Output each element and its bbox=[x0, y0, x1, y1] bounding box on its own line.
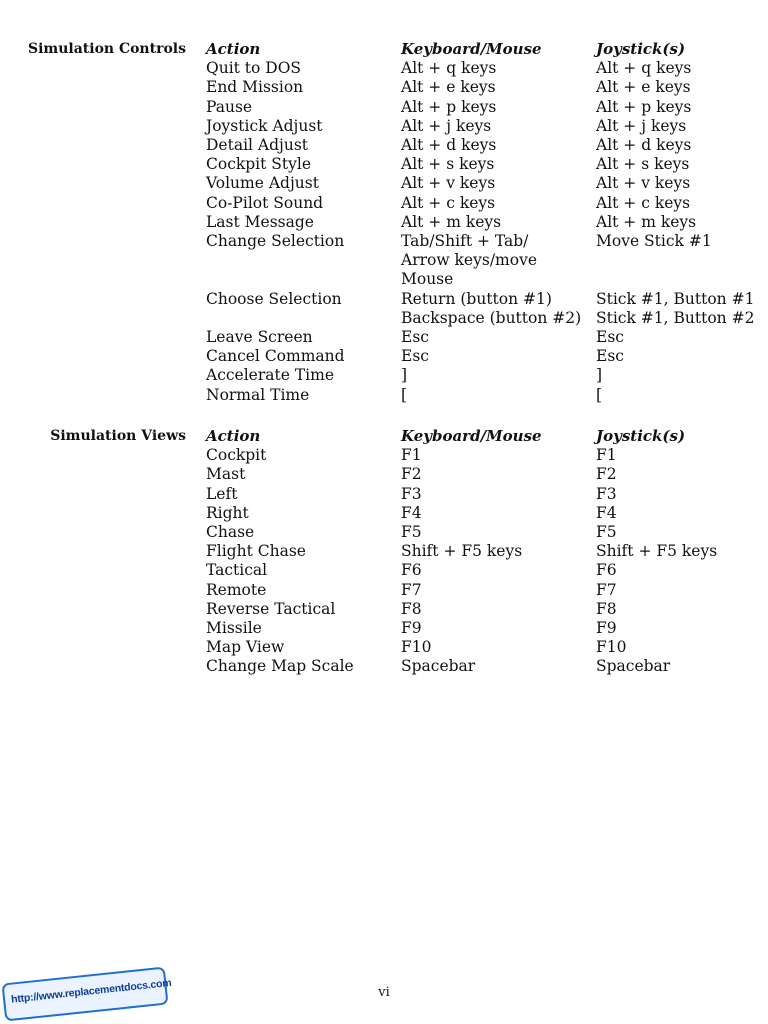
row-keyboard: Arrow keys/move bbox=[401, 251, 537, 270]
header-action: Action bbox=[206, 40, 261, 58]
table-row bbox=[206, 446, 766, 465]
row-keyboard: F7 bbox=[401, 580, 422, 599]
header-keyboard: Keyboard/Mouse bbox=[401, 427, 542, 445]
section-title: Simulation Views bbox=[50, 428, 186, 444]
header-keyboard: Keyboard/Mouse bbox=[401, 40, 542, 58]
row-joystick: F6 bbox=[596, 561, 617, 580]
row-action: Cancel Command bbox=[206, 347, 345, 366]
row-joystick: F1 bbox=[596, 446, 617, 465]
table-row bbox=[206, 638, 766, 657]
row-joystick: F5 bbox=[596, 523, 617, 541]
section-title: Simulation Controls bbox=[27, 41, 186, 57]
row-action: Detail Adjust bbox=[206, 136, 308, 154]
row-keyboard: Spacebar bbox=[401, 657, 476, 676]
row-joystick: Alt + j keys bbox=[596, 116, 687, 135]
header-joystick: Joystick(s) bbox=[596, 40, 686, 58]
table-row bbox=[206, 98, 766, 117]
header-action: Action bbox=[206, 427, 261, 445]
row-keyboard: Tab/Shift + Tab/ bbox=[401, 232, 529, 250]
table-row bbox=[206, 174, 766, 193]
row-action: Cockpit bbox=[206, 446, 267, 465]
row-joystick: F8 bbox=[596, 599, 617, 618]
row-action: Right bbox=[206, 503, 249, 522]
watermark-text: http://www.replacementdocs.com bbox=[10, 976, 173, 1006]
row-keyboard: F5 bbox=[401, 523, 422, 541]
row-joystick: ] bbox=[596, 366, 603, 385]
row-keyboard: Alt + s keys bbox=[401, 155, 495, 174]
table-row bbox=[206, 194, 766, 213]
row-keyboard: ] bbox=[401, 366, 408, 385]
row-keyboard: Esc bbox=[401, 347, 429, 366]
row-keyboard: Alt + p keys bbox=[401, 97, 497, 116]
row-joystick: F4 bbox=[596, 503, 617, 522]
table-row bbox=[206, 386, 766, 405]
table-row bbox=[206, 136, 766, 155]
table-row bbox=[206, 366, 766, 385]
row-keyboard: Esc bbox=[401, 328, 429, 346]
row-keyboard: Alt + v keys bbox=[401, 174, 496, 193]
row-keyboard: Mouse bbox=[401, 270, 454, 289]
table-header bbox=[206, 427, 766, 446]
row-joystick: F9 bbox=[596, 619, 617, 637]
row-action: Chase bbox=[206, 523, 255, 541]
row-action: Cockpit Style bbox=[206, 155, 312, 174]
row-keyboard: F3 bbox=[401, 484, 422, 503]
row-action: Mast bbox=[206, 465, 246, 484]
table-row bbox=[206, 78, 766, 97]
page-number: vi bbox=[378, 985, 390, 1000]
table-row bbox=[206, 347, 766, 366]
table-row bbox=[206, 619, 766, 638]
row-joystick: Alt + c keys bbox=[596, 193, 691, 212]
row-keyboard: Return (button #1) bbox=[401, 289, 552, 308]
header-joystick: Joystick(s) bbox=[596, 427, 686, 445]
table-row bbox=[206, 657, 766, 676]
row-joystick: F10 bbox=[596, 638, 627, 657]
row-action: Choose Selection bbox=[206, 289, 342, 308]
row-action: Volume Adjust bbox=[206, 174, 319, 193]
watermark-stamp bbox=[1, 967, 173, 1022]
row-action: Map View bbox=[206, 638, 285, 657]
table-row bbox=[206, 542, 766, 561]
table-row bbox=[206, 232, 766, 251]
row-action: End Mission bbox=[206, 78, 304, 97]
row-joystick: Esc bbox=[596, 347, 624, 366]
table-row bbox=[206, 251, 766, 270]
row-joystick: [ bbox=[596, 385, 603, 404]
row-joystick: Stick #1, Button #2 bbox=[596, 308, 755, 327]
row-action: Change Map Scale bbox=[206, 657, 354, 676]
table-header bbox=[206, 40, 766, 59]
row-action: Co-Pilot Sound bbox=[206, 193, 324, 212]
row-keyboard: Alt + e keys bbox=[401, 78, 496, 97]
row-joystick: Shift + F5 keys bbox=[596, 542, 718, 561]
row-keyboard: [ bbox=[401, 385, 408, 404]
row-joystick: Alt + q keys bbox=[596, 59, 692, 78]
row-keyboard: Backspace (button #2) bbox=[401, 308, 582, 327]
table-row bbox=[206, 600, 766, 619]
table-row bbox=[206, 155, 766, 174]
table-row bbox=[206, 213, 766, 232]
row-action: Change Selection bbox=[206, 232, 345, 250]
row-action: Flight Chase bbox=[206, 542, 306, 561]
row-joystick: F3 bbox=[596, 484, 617, 503]
row-action: Missile bbox=[206, 619, 262, 637]
row-joystick: Move Stick #1 bbox=[596, 232, 712, 250]
row-joystick: Stick #1, Button #1 bbox=[596, 289, 755, 308]
row-keyboard: F2 bbox=[401, 465, 422, 484]
table-row bbox=[206, 290, 766, 309]
row-joystick: Spacebar bbox=[596, 657, 671, 676]
row-joystick: Esc bbox=[596, 328, 624, 346]
row-action: Quit to DOS bbox=[206, 59, 302, 78]
row-keyboard: Shift + F5 keys bbox=[401, 542, 523, 561]
row-joystick: Alt + d keys bbox=[596, 136, 692, 154]
row-keyboard: F10 bbox=[401, 638, 432, 657]
table-row bbox=[206, 504, 766, 523]
table-row bbox=[206, 309, 766, 328]
row-joystick: Alt + e keys bbox=[596, 78, 691, 97]
row-action: Last Message bbox=[206, 212, 314, 231]
row-keyboard: F4 bbox=[401, 503, 422, 522]
row-action: Normal Time bbox=[206, 385, 310, 404]
row-joystick: Alt + m keys bbox=[596, 212, 697, 231]
row-keyboard: Alt + j keys bbox=[401, 116, 492, 135]
table-row bbox=[206, 561, 766, 580]
row-joystick: Alt + p keys bbox=[596, 97, 692, 116]
row-action: Accelerate Time bbox=[206, 366, 335, 385]
row-joystick: Alt + s keys bbox=[596, 155, 690, 174]
row-action: Remote bbox=[206, 580, 267, 599]
row-action: Leave Screen bbox=[206, 328, 313, 346]
row-action: Left bbox=[206, 484, 238, 503]
row-keyboard: Alt + c keys bbox=[401, 193, 496, 212]
row-keyboard: F6 bbox=[401, 561, 422, 580]
table-row bbox=[206, 581, 766, 600]
table-row bbox=[206, 59, 766, 78]
row-joystick: Alt + v keys bbox=[596, 174, 691, 193]
row-action: Tactical bbox=[206, 561, 268, 580]
row-action: Joystick Adjust bbox=[206, 116, 323, 135]
table-row bbox=[206, 117, 766, 136]
row-joystick: F2 bbox=[596, 465, 617, 484]
row-keyboard: F8 bbox=[401, 599, 422, 618]
row-keyboard: Alt + d keys bbox=[401, 136, 497, 154]
row-keyboard: F1 bbox=[401, 446, 422, 465]
row-joystick: F7 bbox=[596, 580, 617, 599]
table-row bbox=[206, 328, 766, 347]
row-keyboard: Alt + m keys bbox=[401, 212, 502, 231]
table-row bbox=[206, 465, 766, 484]
table-row bbox=[206, 270, 766, 289]
table-row bbox=[206, 485, 766, 504]
row-action: Reverse Tactical bbox=[206, 599, 336, 618]
row-keyboard: F9 bbox=[401, 619, 422, 637]
table-row bbox=[206, 523, 766, 542]
row-action: Pause bbox=[206, 97, 253, 116]
row-keyboard: Alt + q keys bbox=[401, 59, 497, 78]
